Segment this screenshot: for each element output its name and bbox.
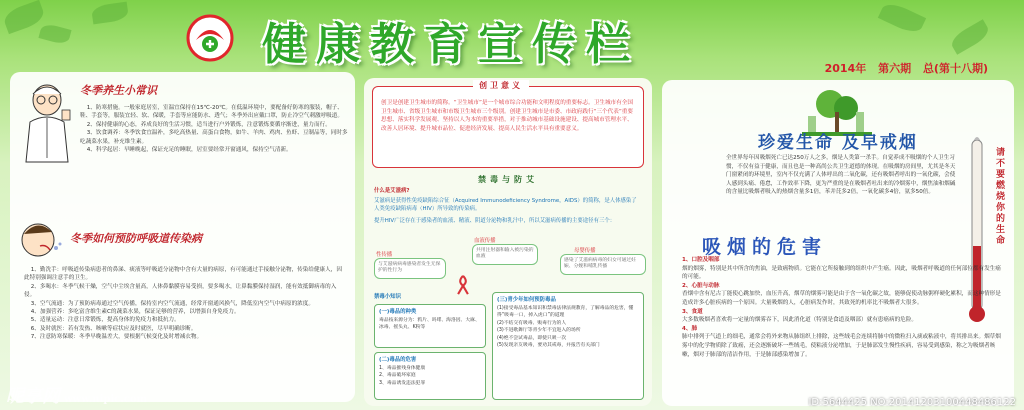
- respiratory-text: [24, 266, 346, 342]
- drug-prevention-item: (1)接受毒品基本知识和禁毒法律法规教育，了解毒品的危害，懂得“吸毒一口，掉入虎口”的道理: [497, 306, 634, 319]
- resp-item: 4、加强营养：多吃富含维生素C的蔬菜水果，保证足够的营养，以增强自身免疫力。: [30, 309, 240, 316]
- resp-item: 5、适量运动：注意日常锻炼，提高身体的免疫力和抵抗力。: [30, 317, 180, 324]
- route-label-mother: 母婴传播: [574, 248, 596, 254]
- page-title: 健康教育宣传栏: [262, 19, 640, 70]
- drug-knowledge-label: 禁毒小知识: [374, 294, 401, 300]
- middle-column: [364, 78, 652, 406]
- issue-info: [817, 60, 988, 76]
- issue-period: 第六期: [878, 62, 912, 75]
- watermark-site: www.nipic.com: [64, 394, 148, 405]
- drug-harm-item: 3、毒品诱发违法犯罪: [379, 380, 426, 386]
- sanitary-city-text: 创卫是创建卫生城市的简称。“卫生城市”是一个城市综合功能和文明程度的重要标志。卫生城市有全国卫生城市、省级卫生城市和市级卫生城市三个级别。创建卫生城市是市委、市政府践行“三个代表”重要思想、落实科学发展观、坚持以人为本的重要举措，对于推动城市基础设施建设、提高城市管理水平、改善人居环境、提升城市品位、促进经济发展、提高人民生活水平具有重要意义。: [381, 100, 633, 132]
- drug-prevention-item: (4)绝不尝试毒品，即使只吸一次: [497, 335, 567, 341]
- resp-item: 1、勤洗手：呼吸道传染病患者的鼻涕、痰液等呼吸道分泌物中含有大量的病原，有可能通过手接触分泌物，传染给健康人，因此特别强调注意手的卫生。: [24, 267, 342, 282]
- harm-heading: 4、肺: [682, 325, 698, 332]
- resp-item: 6、及时就医：若有发热、咳嗽等症状应及时就医，尽早明确诊断。: [30, 325, 197, 332]
- watermark-brand: 昵享网: [6, 386, 60, 407]
- doctor-illustration-icon: [18, 82, 76, 164]
- drug-prevention-item: (5)发现亲友吸毒，要劝其戒毒，并报告有关部门: [497, 343, 600, 349]
- health-logo-icon: [186, 14, 234, 62]
- right-column: [662, 80, 1014, 406]
- drug-prevention-box: [492, 292, 644, 400]
- harm-text: 香烟中含有尼古丁能使心跳加快，血压升高，烟草的烟雾可能是由于含一氧化碳之故，能够促使动脉粥样硬化累积，而这种情形是造成许多心脏疾病的一个原因。大量吸烟的人，心脏病发作时，其致死的机率比不吸烟者大很多。: [682, 291, 1001, 306]
- photo-id: ID:5644425 NO:20141203100448486122: [808, 397, 1016, 408]
- drug-harm-box: [374, 352, 486, 400]
- route-label-sexual: 性传播: [376, 252, 393, 258]
- route-note-mother: 感染了艾滋病病毒的妇女可通过妊娠、分娩和哺乳传播: [560, 254, 646, 275]
- drug-types-item: 毒品按来源分为：鸦片、吗啡、海洛因、大麻、冰毒、摇头丸、K粉等: [379, 318, 480, 331]
- smoking-harm-title: 吸烟的危害: [702, 236, 828, 258]
- winter-health-text: [80, 104, 348, 154]
- drug-types-title: (一)毒品的种类: [379, 309, 417, 315]
- smoking-harm-list: [682, 256, 1002, 359]
- quit-smoking-slogan: 珍爱生命 及早戒烟: [758, 133, 918, 153]
- harm-text: 烟的烟雾，特别是其中所含的焦油，是致癌物质。它能在它所接触到的组织中产生癌。因此，吸烟者呼吸道的任何部位都有发生癌的可能。: [682, 265, 1001, 281]
- drug-aids-heading: 禁毒与防艾: [478, 175, 538, 184]
- resp-item: 3、空气流通：为了预防病毒通过空气传播，保持室内空气流通，经常开窗通风换气，降低室内空气中病原的浓度。: [30, 300, 314, 307]
- aids-prevention: 提升HIV广泛存在于感染者的血液、精液、阴道分泌物和乳汁中，所以艾滋病传播的主要途径有三个：: [374, 218, 616, 224]
- sanitary-city-box: [372, 81, 644, 168]
- header: [0, 0, 1024, 75]
- drug-prevention-title: (三)青少年如何预防毒品: [497, 297, 556, 303]
- drug-harm-item: 2、毒品破坏家庭: [379, 373, 416, 379]
- drug-harm-title: (二)毒品的危害: [379, 357, 417, 363]
- drug-harm-item: 1、毒品摧残身体健康: [379, 366, 426, 371]
- route-label-blood: 血液传播: [474, 238, 496, 244]
- harm-heading: 1、口腔及咽部: [682, 257, 720, 263]
- issue-year: 2014年: [824, 62, 867, 75]
- aids-answer: 艾滋病是获得性免疫缺陷综合征（Acquired Immunodeficiency Syndrome，AIDS）的简称，是人体感染了人类免疫缺陷病毒（HIV）所导致的传染病。: [374, 198, 637, 212]
- aids-question: 什么是艾滋病?: [374, 188, 410, 194]
- harm-heading: 2、心脏与动脉: [682, 282, 720, 289]
- harm-text: 肺中排列于气道上的细毛，通常会将外来物从肺组织上排除，这些绒毛会连续将肺中的微粒扫入痰或粘液中，将其排出来。烟草烟雾中的化学物质除了致癌，还会逐渐破坏一些绒毛，使粘液分泌增加，于是肺部发生慢性疾病，容易受到感染，称之为吸烟者咳嗽，烟对于肺部的清洁作用，于是肺部感染增加了。: [682, 334, 1001, 358]
- winter-health-title: 冬季养生小常识: [80, 84, 157, 97]
- thermometer-text: 请不要燃烧你的生命: [996, 148, 1006, 246]
- drug-prevention-item: (3)不进歌舞厅等青少年不宜进入的场所: [497, 328, 581, 334]
- route-note-sexual: 与艾滋病病毒感染者发生无保护的性行为: [374, 258, 446, 279]
- harm-heading: 3、食道: [682, 308, 703, 315]
- drug-types-box: [374, 304, 486, 348]
- winter-item: 3、饮食调养：冬季饮食宜温补，多吃高热量、高蛋白食物，如牛、羊肉、鸡肉、鱼虾、豆制品等，同时多吃蔬菜水果，补充维生素。: [80, 130, 348, 145]
- sanitary-city-heading: 创卫意义: [473, 80, 529, 91]
- ribbon-icon: [456, 274, 470, 296]
- winter-item: 4、科学起居：早睡晚起，保证充足的睡眠，居室要经常开窗通风，保持空气清新。: [86, 147, 292, 154]
- route-note-blood: 共用注射器和输入被污染的血液: [472, 244, 538, 265]
- resp-item: 2、多喝水：冬季气候干燥，空气中尘埃含量高，人体鼻黏膜容易受损，要多喝水，让鼻黏膜保持湿润，能有效抵御病毒的入侵。: [24, 283, 337, 299]
- winter-item: 2、保持健康的心态，养成良好的生活习惯，适当进行户外锻炼，注意锻炼要循序渐进，量力而行。: [86, 121, 331, 128]
- left-column: [10, 72, 355, 402]
- respiratory-title: 冬季如何预防呼吸道传染病: [70, 232, 202, 245]
- harm-text: 大多数吸烟者喜欢将一定量的烟雾吞下，因此消化道（特别是食道及咽部）就有患癌病的危险。: [682, 317, 917, 324]
- winter-item: 1、防寒措施。一般家庭居室，室温宜保持在15℃-20℃。在低温环境中，要配备好防寒的服装，帽子、鞋、手套等，服装宜轻、软、保暖，手套等应能防水、透气；冬季外出应戴口罩，防止冷空气刺激呼吸道。: [80, 105, 343, 120]
- smoking-intro: 全世界每年因吸烟死亡已达250万人之多，烟是人类第一杀手。自觉养成不吸烟的个人卫生习惯，不仅有益于健康，而且也是一种高尚公共卫生道德的体现。在吸烟的房间里，尤其是冬天门窗紧闭的环境里，室内不仅充满了人体呼出的二氧化碳，还有吸烟者呼出的一氧化碳，会使人感到头痛、倦怠，工作效率下降，更为严重的是在吸烟者吐出来的冷烟雾中，烟焦油和烟碱的含量比吸烟者吸入的热烟含量多1倍，苯并芘多2倍，一氧化碳多4倍，氨多50倍。: [726, 155, 956, 196]
- drug-prevention-item: (2)不结交有吸毒、贩毒行为的人: [497, 320, 567, 326]
- coughing-person-icon: [16, 218, 64, 264]
- resp-item: 7、注意防寒保暖：冬季早晚温差大，要根据气候变化及时增减衣物。: [30, 334, 203, 341]
- watermark: [6, 382, 147, 408]
- issue-total: 总(第十八期): [922, 62, 988, 75]
